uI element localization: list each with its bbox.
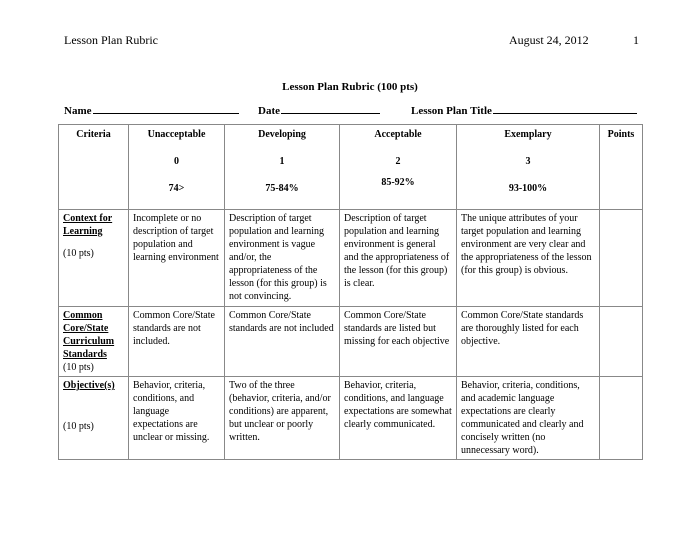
- rubric-cell: Incomplete or no description of target population and learning environment: [129, 210, 225, 307]
- header-date: August 24, 2012: [509, 33, 589, 47]
- header-doc-title: Lesson Plan Rubric: [64, 33, 158, 47]
- date-blank-line[interactable]: [281, 103, 380, 114]
- table-row-context-for-learning: [59, 210, 643, 307]
- rubric-cell: Common Core/State standards are not included.: [129, 307, 225, 377]
- level-header-acceptable: [340, 125, 457, 210]
- page-title: Lesson Plan Rubric (100 pts): [282, 81, 418, 93]
- table-row-common-core-standards: [59, 307, 643, 377]
- level-header-unacceptable: [129, 125, 225, 210]
- level-name: Acceptable: [374, 129, 422, 140]
- lesson-plan-title-label: Lesson Plan Title: [411, 105, 492, 117]
- points-cell[interactable]: [600, 210, 643, 307]
- criterion-points: (10 pts): [63, 421, 94, 432]
- criterion-points: (10 pts): [63, 362, 94, 373]
- level-range: 93-100%: [508, 183, 548, 194]
- level-header-exemplary: [457, 125, 600, 210]
- rubric-cell: Description of target population and learning environment is general and the appropriateness of the lesson (for this group) is clear.: [340, 210, 457, 307]
- lesson-plan-title-field[interactable]: [411, 103, 637, 117]
- rubric-cell: Two of the three (behavior, criteria, and/or conditions) are apparent, but unclear or poorly written.: [225, 377, 340, 460]
- level-score: 2: [395, 156, 401, 167]
- rubric-cell: Common Core/State standards are thoroughly listed for each objective.: [457, 307, 600, 377]
- rubric-cell: Description of target population and learning environment is vague and/or, the appropriateness of the lesson (for this group) is not convincing.: [225, 210, 340, 307]
- level-header-developing: [225, 125, 340, 210]
- rubric-cell: Common Core/State standards are not included: [225, 307, 340, 377]
- points-header: Points: [600, 125, 643, 210]
- level-score: 3: [525, 156, 531, 167]
- level-range: 74>: [168, 183, 185, 194]
- points-cell[interactable]: [600, 377, 643, 460]
- table-row-objectives: [59, 377, 643, 460]
- criterion-cell: [59, 377, 129, 460]
- rubric-cell: Behavior, criteria, conditions, and academic language expectations are clearly communicated and clearly and concisely written (no unnecessary word).: [457, 377, 600, 460]
- name-field[interactable]: [64, 103, 239, 117]
- level-range: 85-92%: [381, 177, 415, 188]
- level-name: Exemplary: [504, 129, 552, 140]
- rubric-cell: Common Core/State standards are listed but missing for each objective: [340, 307, 457, 377]
- level-name: Unacceptable: [147, 129, 206, 140]
- criterion-name: Objective(s): [63, 380, 115, 391]
- criteria-header: Criteria: [59, 125, 129, 210]
- header-page-number: 1: [633, 33, 639, 47]
- date-field[interactable]: [258, 103, 380, 117]
- level-range: 75-84%: [265, 183, 299, 194]
- level-name: Developing: [258, 129, 306, 140]
- header-row: [59, 125, 643, 210]
- date-label: Date: [258, 105, 280, 117]
- criterion-name: Context for Learning: [63, 213, 113, 237]
- criterion-points: (10 pts): [63, 248, 94, 259]
- rubric-cell: The unique attributes of your target population and learning environment are very clear and the appropriateness of the lesson (for this group) is obvious.: [457, 210, 600, 307]
- criterion-cell: [59, 210, 129, 307]
- rubric-table: [58, 124, 643, 460]
- level-score: 1: [279, 156, 285, 167]
- rubric-cell: Behavior, criteria, conditions, and language expectations are unclear or missing.: [129, 377, 225, 460]
- rubric-cell: Behavior, criteria, conditions, and language expectations are somewhat clearly communicated.: [340, 377, 457, 460]
- level-score: 0: [174, 156, 179, 167]
- criterion-cell: [59, 307, 129, 377]
- name-blank-line[interactable]: [93, 103, 239, 114]
- name-label: Name: [64, 105, 92, 117]
- points-cell[interactable]: [600, 307, 643, 377]
- criterion-name: Common Core/State Curriculum Standards: [63, 310, 115, 360]
- lesson-plan-title-blank-line[interactable]: [493, 103, 637, 114]
